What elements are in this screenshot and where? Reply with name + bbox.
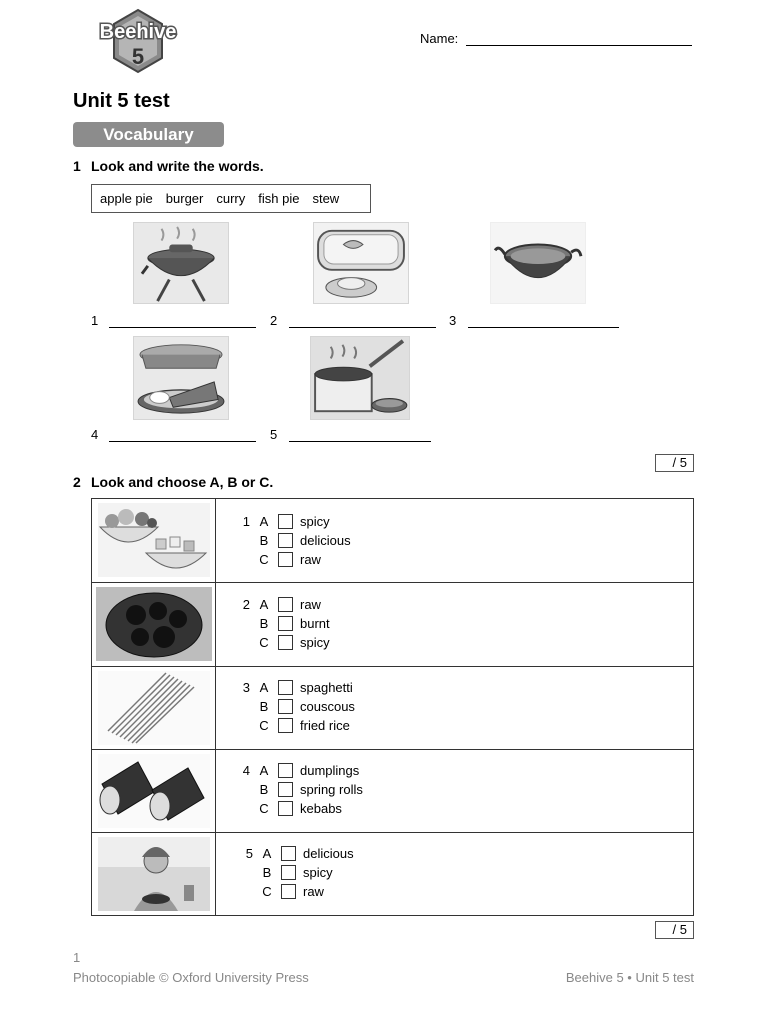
answer-number: 2 xyxy=(270,313,278,328)
table-row: 5 A delicious B spicy C raw xyxy=(92,833,693,915)
image-cell xyxy=(92,583,216,666)
barbecue-grill-image xyxy=(133,222,229,304)
apple-pie-image xyxy=(133,336,229,420)
image-cell xyxy=(92,750,216,832)
question-2-heading: 2 Look and choose A, B or C. xyxy=(73,474,274,490)
beehive-logo xyxy=(86,8,190,74)
checkbox[interactable] xyxy=(281,884,296,899)
curry-pan-image xyxy=(490,222,586,304)
spaghetti-image xyxy=(98,671,210,745)
checkbox[interactable] xyxy=(278,514,293,529)
answer-line[interactable] xyxy=(109,441,256,442)
svg-text:5: 5 xyxy=(131,44,145,69)
word-bank-item: fish pie xyxy=(258,191,300,206)
word-bank-item: apple pie xyxy=(100,191,153,206)
answer-line[interactable] xyxy=(289,327,436,328)
checkbox[interactable] xyxy=(278,597,293,612)
copyright-notice: Photocopiable © Oxford University Press xyxy=(73,970,309,985)
word-bank xyxy=(91,184,371,213)
spring-rolls-image xyxy=(98,754,210,828)
question-2-table xyxy=(91,498,694,916)
table-row: 3 A spaghetti B couscous C fried rice xyxy=(92,667,693,750)
checkbox[interactable] xyxy=(278,635,293,650)
question-1-heading: 1 Look and write the words. xyxy=(73,158,264,174)
answer-number: 3 xyxy=(449,313,457,328)
word-bank-item: burger xyxy=(165,191,204,206)
fruit-bowls-image xyxy=(98,503,210,577)
score-box: / 5 xyxy=(655,921,694,939)
checkbox[interactable] xyxy=(278,680,293,695)
word-bank-item: curry xyxy=(216,191,246,206)
woman-eating-image xyxy=(98,837,210,911)
table-row: 4 A dumplings B spring rolls C kebabs xyxy=(92,750,693,833)
checkbox[interactable] xyxy=(281,846,296,861)
section-heading: Vocabulary xyxy=(73,122,224,147)
image-cell xyxy=(92,667,216,749)
checkbox[interactable] xyxy=(278,763,293,778)
checkbox[interactable] xyxy=(278,616,293,631)
checkbox[interactable] xyxy=(278,699,293,714)
image-cell xyxy=(92,499,216,582)
word-bank-item: stew xyxy=(312,191,340,206)
checkbox[interactable] xyxy=(278,782,293,797)
score-box: / 5 xyxy=(655,454,694,472)
answer-line[interactable] xyxy=(109,327,256,328)
table-row: 2 A raw B burnt C spicy xyxy=(92,583,693,667)
checkbox[interactable] xyxy=(278,552,293,567)
answer-number: 4 xyxy=(91,427,99,442)
checkbox[interactable] xyxy=(278,533,293,548)
checkbox[interactable] xyxy=(278,801,293,816)
image-cell xyxy=(92,833,216,915)
answer-line[interactable] xyxy=(289,441,431,442)
fish-pie-image xyxy=(313,222,409,304)
checkbox[interactable] xyxy=(281,865,296,880)
footer-title: Beehive 5 • Unit 5 test xyxy=(565,970,694,985)
page-number: 1 xyxy=(73,950,81,965)
name-label: Name: xyxy=(420,31,459,46)
stew-pot-image xyxy=(310,336,410,420)
page-title: Unit 5 test xyxy=(73,90,170,112)
answer-number: 5 xyxy=(270,427,278,442)
checkbox[interactable] xyxy=(278,718,293,733)
answer-number: 1 xyxy=(91,313,99,328)
name-input-line[interactable] xyxy=(466,45,692,46)
table-row: 1 A spicy B delicious C raw xyxy=(92,499,693,583)
burnt-food-pan-image xyxy=(96,587,212,661)
answer-line[interactable] xyxy=(468,327,619,328)
svg-text:Beehive: Beehive xyxy=(99,21,177,43)
